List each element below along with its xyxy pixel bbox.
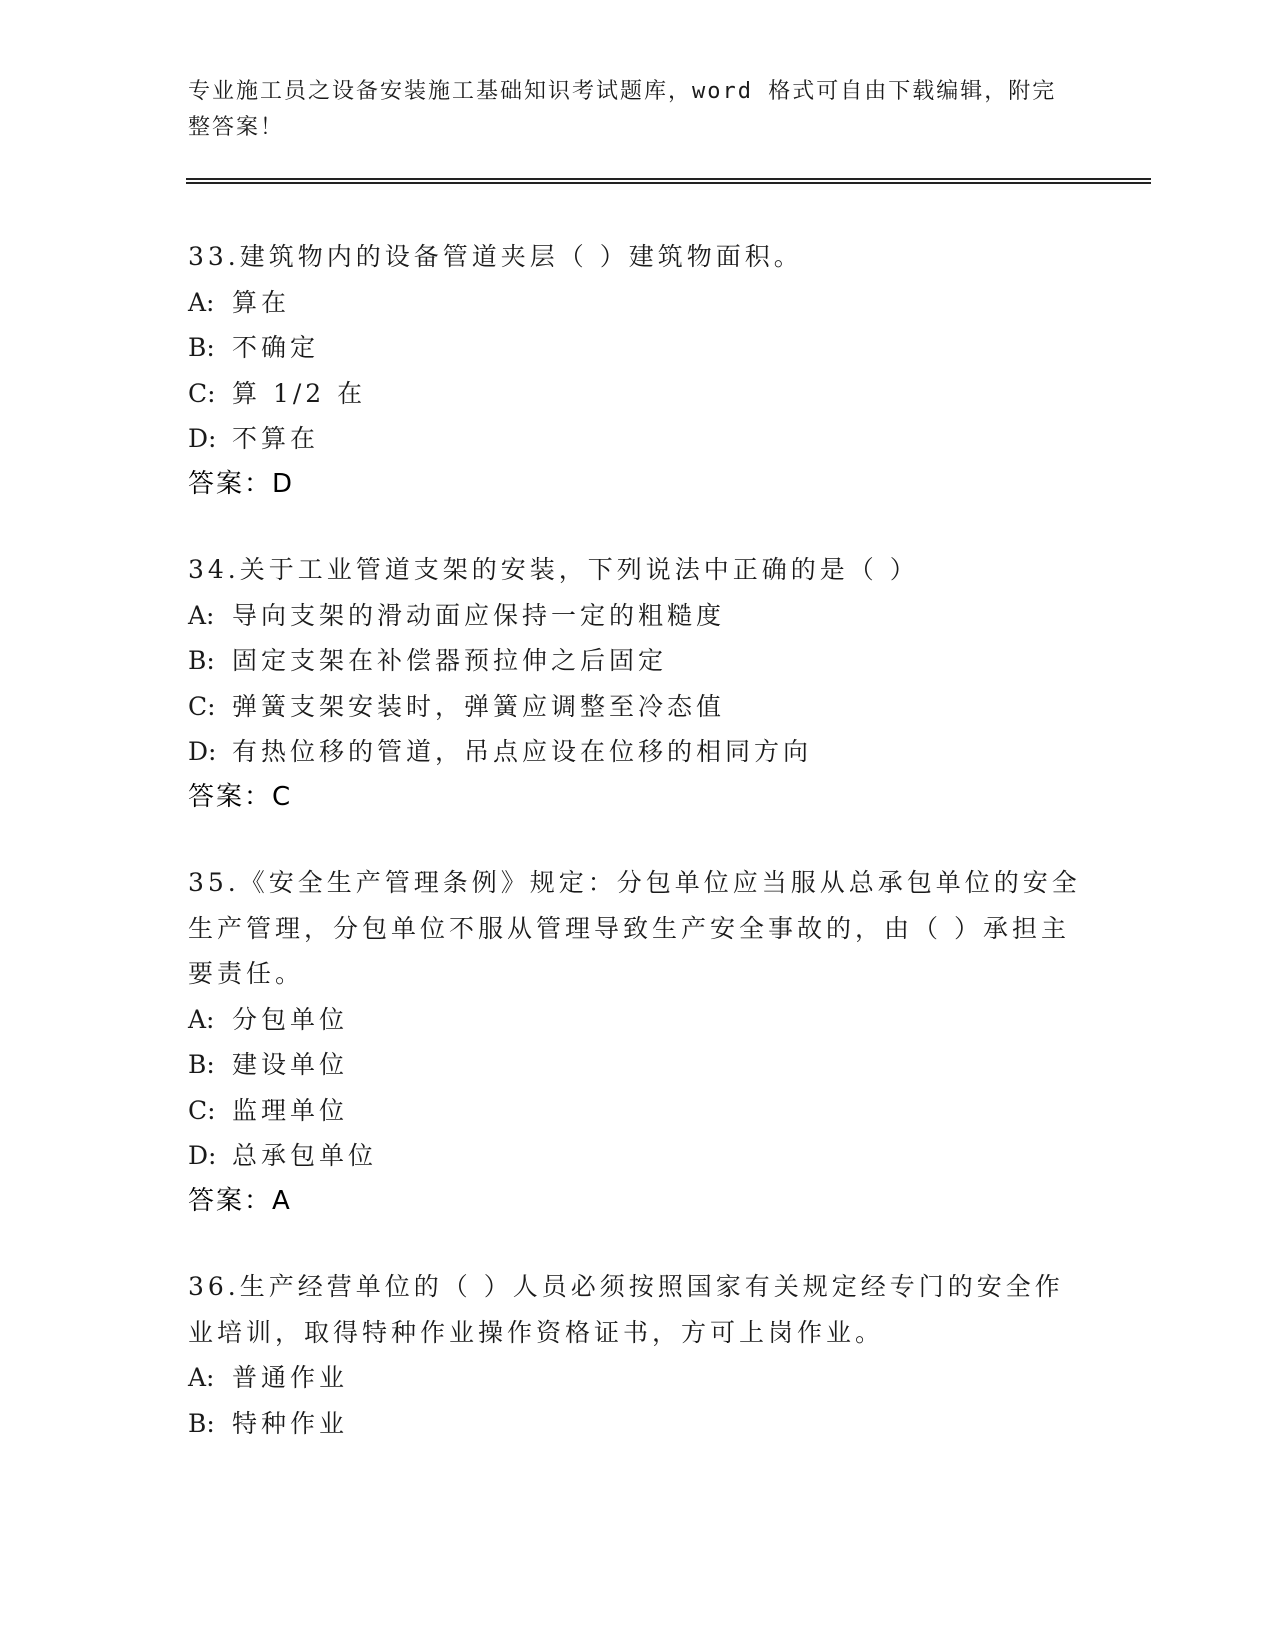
option-text: 导向支架的滑动面应保持一定的粗糙度 (232, 600, 726, 630)
option-c (188, 1088, 1088, 1134)
option-b (188, 638, 1088, 684)
option-label: B: (188, 1408, 215, 1438)
answer-line: 答案：D (188, 468, 295, 499)
option-text: 弹簧支架安装时，弹簧应调整至冷态值 (232, 691, 726, 721)
option-b (188, 1401, 1088, 1447)
option-label: D: (188, 737, 217, 766)
option-c (188, 371, 1088, 417)
option-text: 监理单位 (232, 1095, 349, 1125)
option-d (188, 1133, 1088, 1179)
option-text: 总承包单位 (232, 1141, 378, 1170)
option-text: 不确定 (232, 333, 320, 362)
option-text: 不算在 (232, 424, 320, 453)
option-a (188, 997, 1088, 1043)
option-a (188, 280, 1088, 326)
option-label: D: (188, 1141, 217, 1170)
question-list (188, 234, 1088, 1486)
option-d (188, 729, 1088, 775)
option-text: 算 1/2 在 (232, 378, 367, 408)
option-label: B: (188, 1050, 215, 1079)
option-label: A: (188, 600, 215, 630)
question-35 (188, 860, 1088, 1224)
question-text: 35.《安全生产管理条例》规定：分包单位应当服从总承包单位的安全生产管理，分包单位不服从管理导致生产安全事故的，由（ ）承担主要责任。 (188, 868, 1081, 988)
option-a (188, 1355, 1088, 1401)
header-divider-top (186, 178, 1151, 180)
option-d (188, 416, 1088, 462)
option-label: C: (188, 1095, 216, 1125)
option-label: C: (188, 691, 216, 721)
question-36 (188, 1264, 1088, 1446)
answer-line: 答案：A (188, 1185, 292, 1216)
option-a (188, 593, 1088, 639)
question-text: 33.建筑物内的设备管道夹层（ ）建筑物面积。 (188, 242, 803, 271)
option-label: A: (188, 1363, 215, 1392)
option-text: 固定支架在补偿器预拉伸之后固定 (232, 646, 668, 675)
option-text: 算在 (232, 287, 291, 317)
option-b (188, 325, 1088, 371)
option-label: B: (188, 333, 215, 362)
answer-line: 答案：C (188, 781, 293, 812)
option-text: 建设单位 (232, 1050, 349, 1079)
question-text: 36.生产经营单位的（ ）人员必须按照国家有关规定经专门的安全作业培训，取得特种作业操作资格证书，方可上岗作业。 (188, 1272, 1064, 1347)
option-label: B: (188, 646, 215, 675)
question-text: 34.关于工业管道支架的安装，下列说法中正确的是（ ） (188, 555, 919, 584)
option-text: 有热位移的管道，吊点应设在位移的相同方向 (232, 737, 813, 766)
option-label: A: (188, 287, 215, 317)
question-33 (188, 234, 1088, 507)
option-label: C: (188, 378, 216, 408)
option-b (188, 1042, 1088, 1088)
option-label: A: (188, 1004, 215, 1034)
document-header: 专业施工员之设备安装施工基础知识考试题库，word 格式可自由下载编辑，附完整答案！ (188, 79, 1057, 140)
header-divider-bottom (186, 182, 1151, 184)
option-text: 普通作业 (232, 1363, 349, 1392)
question-34 (188, 547, 1088, 820)
option-text: 特种作业 (232, 1408, 349, 1438)
option-text: 分包单位 (232, 1004, 349, 1034)
option-c (188, 684, 1088, 730)
option-label: D: (188, 424, 217, 453)
